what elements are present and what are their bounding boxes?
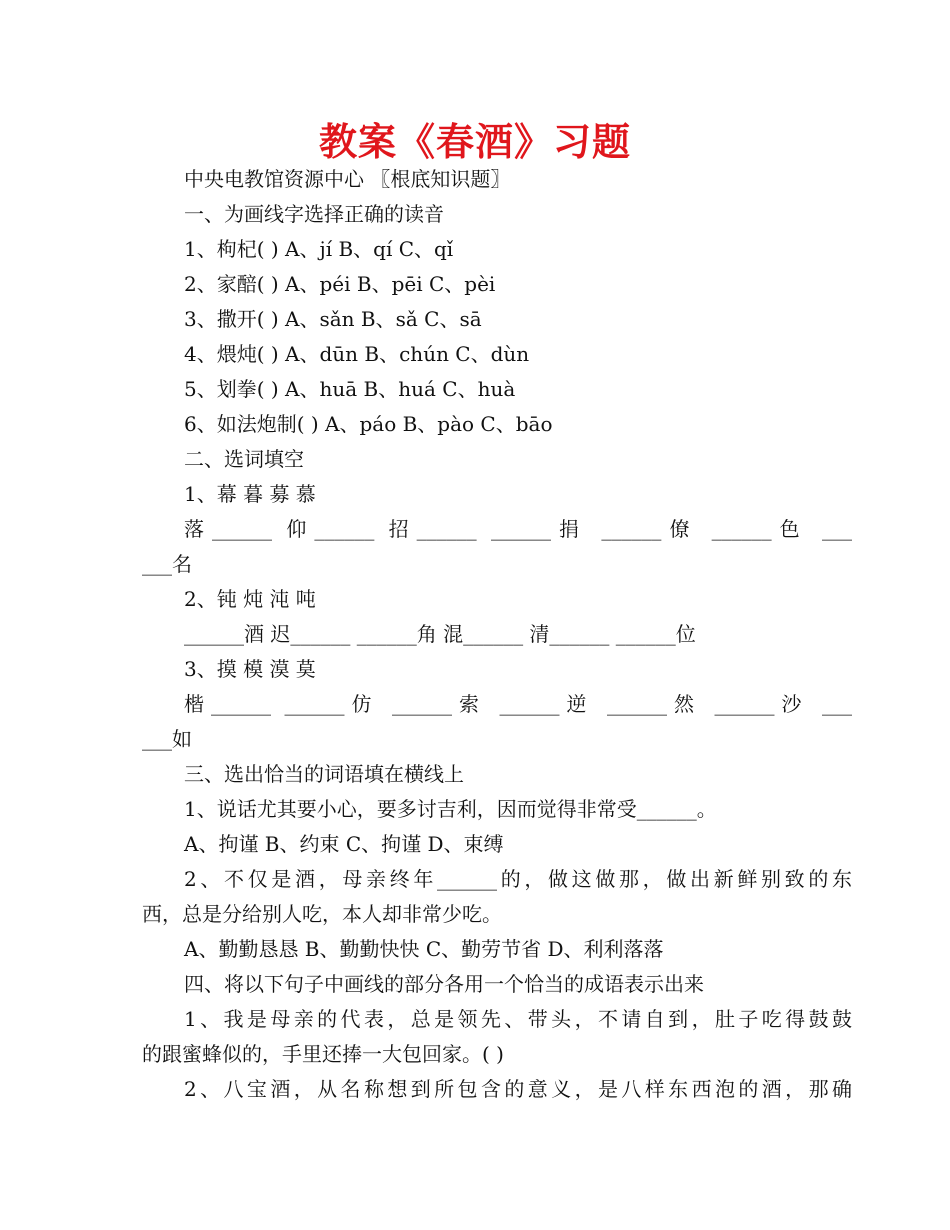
section-heading-4: 四、将以下句子中画线的部分各用一个恰当的成语表示出来 bbox=[184, 972, 704, 996]
word-group-line: 1、幕 暮 募 慕 bbox=[184, 482, 316, 506]
fill-blank-line: ___如 bbox=[142, 727, 192, 751]
word-group-line: 3、摸 模 漠 莫 bbox=[184, 657, 316, 681]
options-line: A、拘谨 B、约束 C、拘谨 D、束缚 bbox=[184, 832, 504, 856]
question-line: 的跟蜜蜂似的，手里还捧一大包回家。( ) bbox=[142, 1042, 504, 1066]
question-line: 3、撒开( ) A、sǎn B、sǎ C、sā bbox=[184, 307, 482, 331]
question-line: 2、不仅是酒，母亲终年______的，做这做那，做出新鲜别致的东 bbox=[184, 867, 852, 891]
fill-blank-line: 楷______ ______仿 ______索 ______逆 ______然 ______沙 ___ bbox=[184, 692, 852, 716]
section-heading-3: 三、选出恰当的词语填在横线上 bbox=[184, 762, 464, 786]
question-line: 1、我是母亲的代表，总是领先、带头，不请自到，肚子吃得鼓鼓 bbox=[184, 1007, 852, 1031]
question-line: 2、家醅( ) A、péi B、pēi C、pèi bbox=[184, 272, 496, 296]
fill-blank-line: ___名 bbox=[142, 552, 192, 576]
question-line: 2、八宝酒，从名称想到所包含的意义，是八样东西泡的酒，那确 bbox=[184, 1077, 852, 1101]
question-line: 1、枸杞( ) A、jí B、qí C、qǐ bbox=[184, 237, 454, 261]
section-heading-2: 二、选词填空 bbox=[184, 447, 304, 471]
fill-blank-line: 落______ 仰______ 招______ ______捐 ______僚 ______色 ___ bbox=[184, 517, 852, 541]
question-line: 1、说话尤其要小心，要多讨吉利，因而觉得非常受______。 bbox=[184, 797, 717, 821]
options-line: A、勤勤恳恳 B、勤勤快快 C、勤劳节省 D、利利落落 bbox=[184, 937, 664, 961]
word-group-line: 2、钝 炖 沌 吨 bbox=[184, 587, 316, 611]
source-line: 中央电教馆资源中心 〖根底知识题〗 bbox=[184, 167, 511, 191]
document-title: 教案《春酒》习题 bbox=[318, 120, 631, 164]
section-heading-1: 一、为画线字选择正确的读音 bbox=[184, 202, 444, 226]
question-line: 西，总是分给别人吃，本人却非常少吃。 bbox=[142, 902, 502, 926]
fill-blank-line: ______酒 迟______ ______角 混______ 清______ ______位 bbox=[184, 622, 696, 646]
question-line: 4、煨炖( ) A、dūn B、chún C、dùn bbox=[184, 342, 530, 366]
question-line: 6、如法炮制( ) A、páo B、pào C、bāo bbox=[184, 412, 553, 436]
question-line: 5、划拳( ) A、huā B、huá C、huà bbox=[184, 377, 516, 401]
